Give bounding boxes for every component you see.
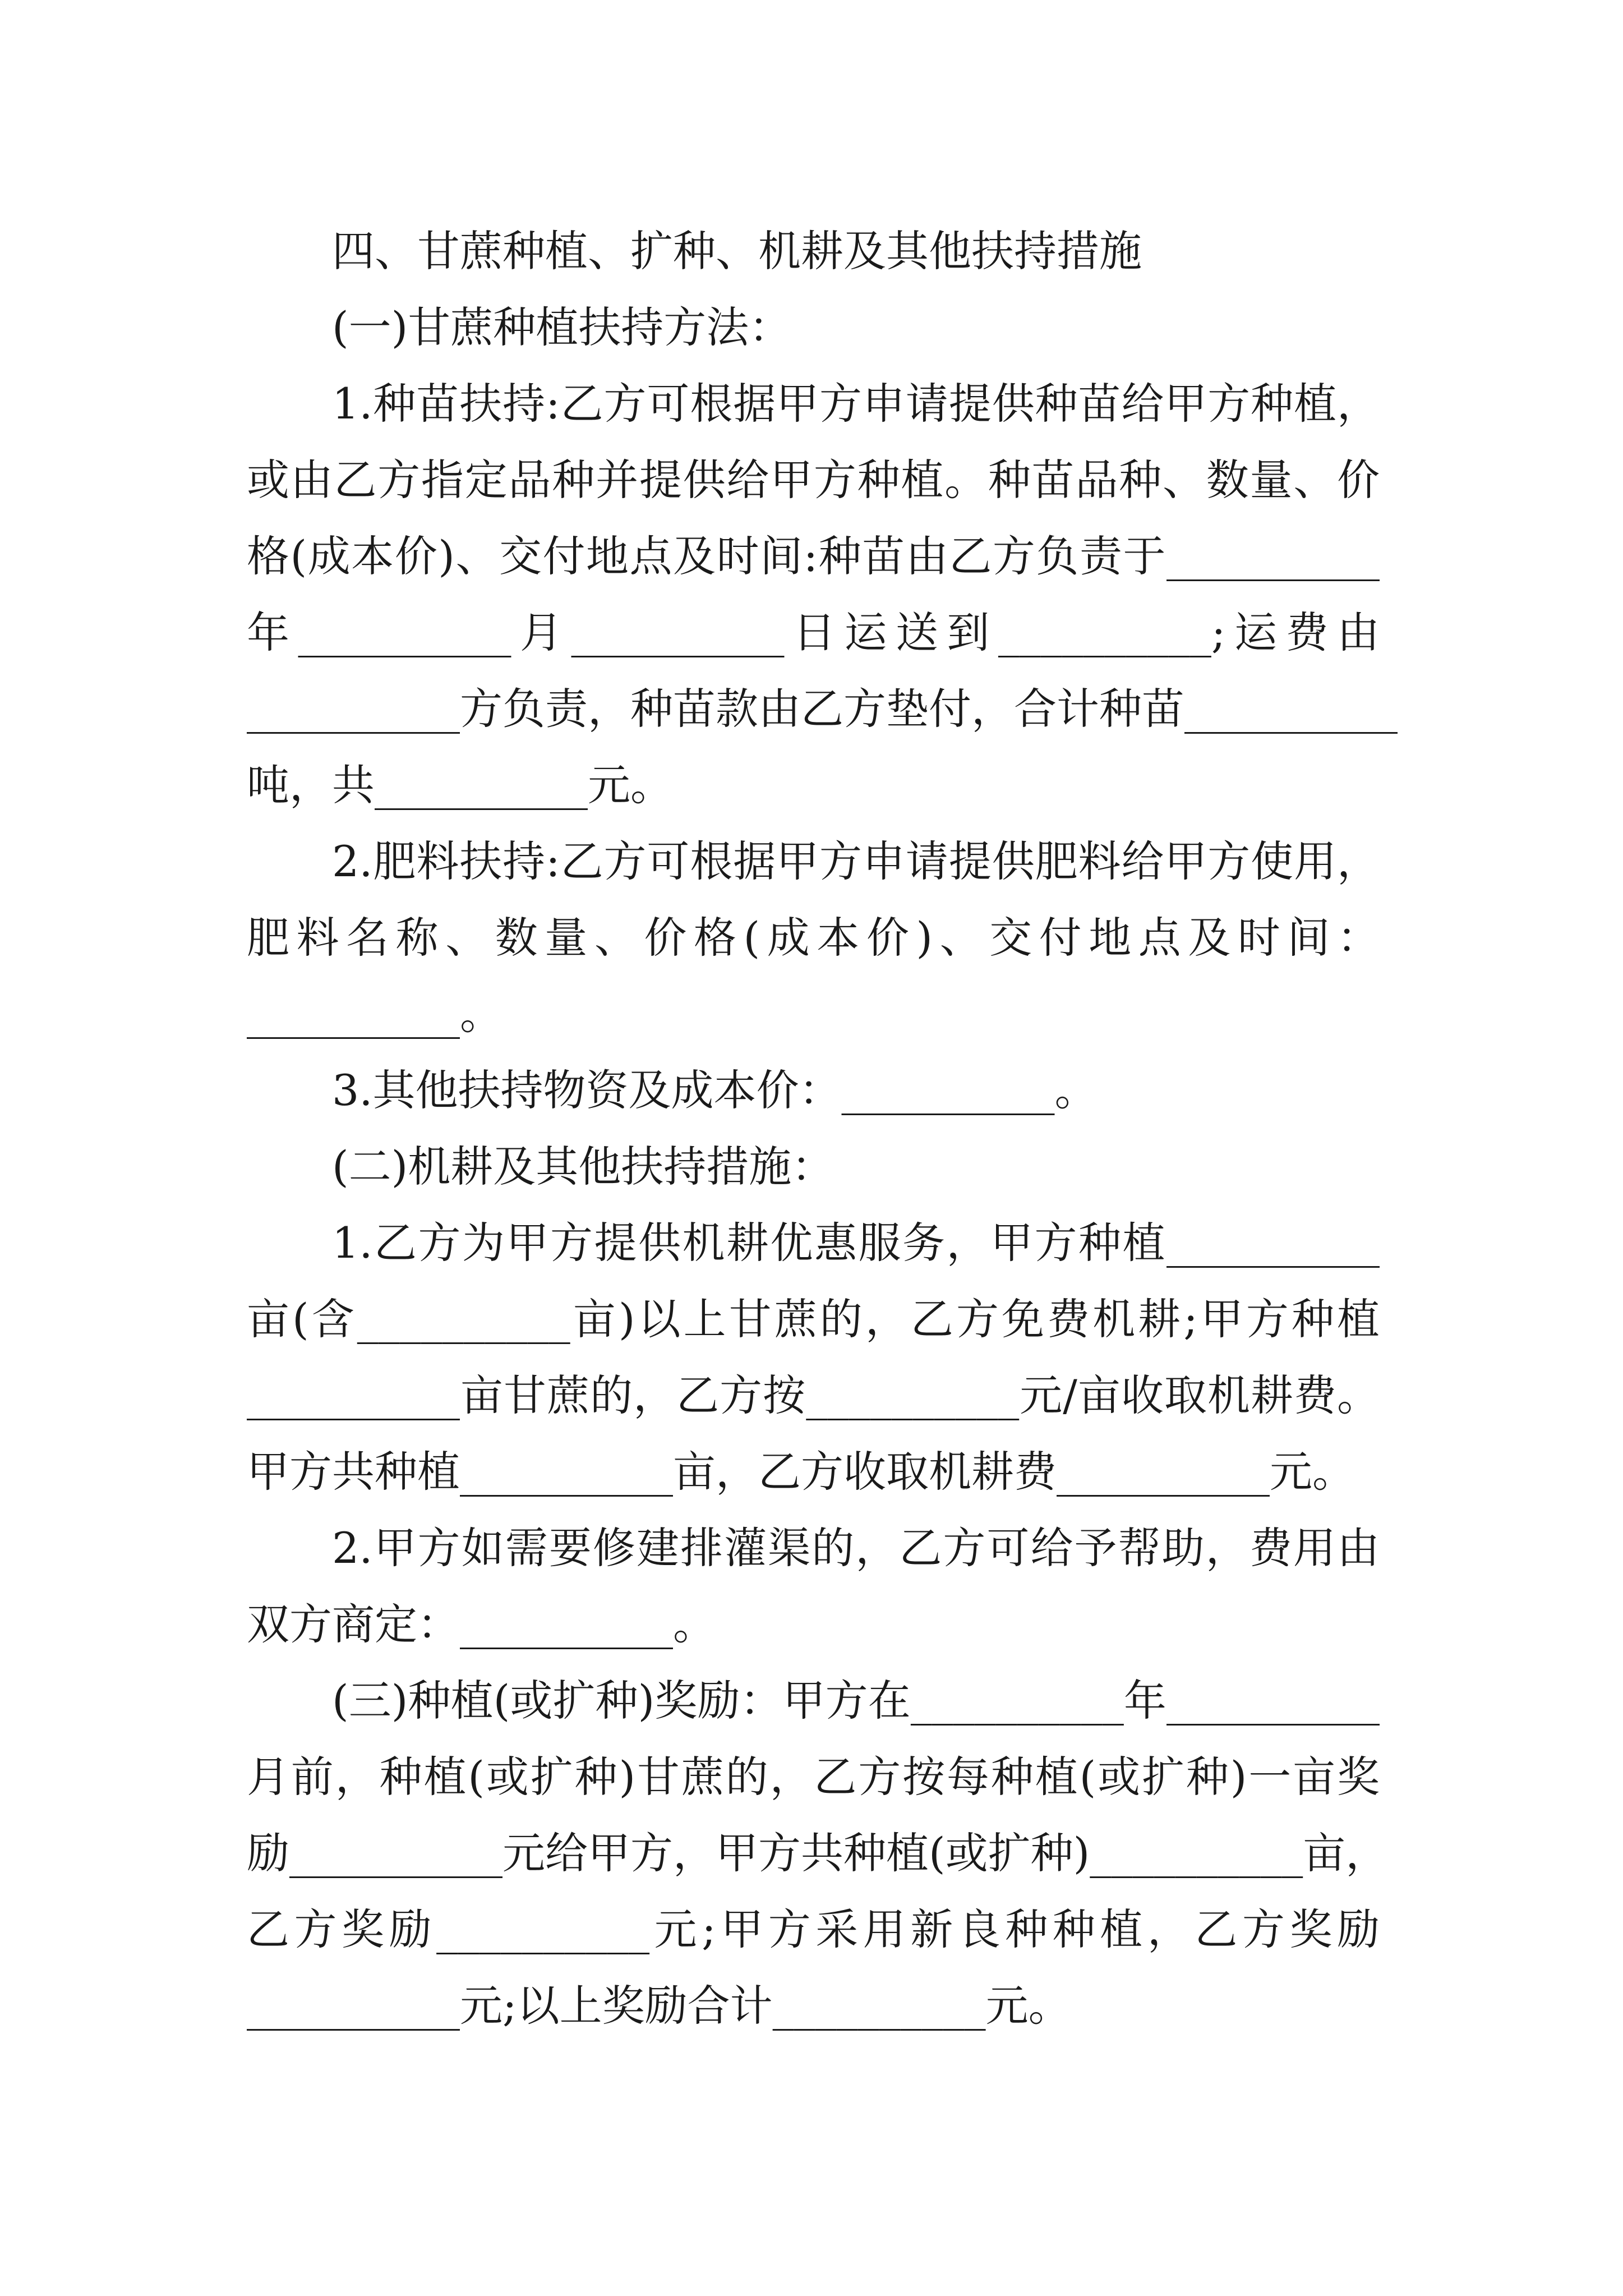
paragraph-line: 双方商定：__________。 [247,1599,716,1649]
paragraph-line: __________亩甘蔗的，乙方按__________元/亩收取机耕费。 [247,1370,1380,1420]
paragraph-line: (三)种植(或扩种)奖励：甲方在__________年__________ [332,1676,1380,1726]
paragraph-line: 肥料名称、数量、价格(成本价)、交付地点及时间： [247,913,1380,963]
paragraph-line: 月前，种植(或扩种)甘蔗的，乙方按每种植(或扩种)一亩奖 [247,1752,1380,1802]
section-heading: 四、甘蔗种植、扩种、机耕及其他扶持措施 [332,226,1142,276]
paragraph-line: 吨，共__________元。 [247,760,673,810]
paragraph-line: 2.甲方如需要修建排灌渠的，乙方可给予帮助，费用由 [332,1523,1380,1573]
paragraph-line: 甲方共种植__________亩，乙方收取机耕费__________元。 [247,1447,1355,1497]
paragraph-line: 1.乙方为甲方提供机耕优惠服务，甲方种植__________ [332,1218,1380,1268]
paragraph-line: 3.其他扶持物资及成本价：__________。 [332,1065,1098,1115]
document-body [247,213,1398,2044]
paragraph-line: 2.肥料扶持:乙方可根据甲方申请提供肥料给甲方使用， [332,836,1380,886]
subsection-heading: (一)甘蔗种植扶持方法： [332,302,792,352]
paragraph-line: __________方负责，种苗款由乙方垫付，合计种苗__________ [247,684,1398,734]
paragraph-line: 格(成本价)、交付地点及时间:种苗由乙方负责于__________ [247,531,1380,581]
paragraph-line: 乙方奖励__________元;甲方采用新良种种植，乙方奖励 [247,1904,1380,1954]
paragraph-line: __________元;以上奖励合计__________元。 [247,1981,1071,2031]
paragraph-line: 1.种苗扶持:乙方可根据甲方申请提供种苗给甲方种植， [332,379,1380,429]
paragraph-line: 亩(含__________亩)以上甘蔗的，乙方免费机耕;甲方种植 [247,1294,1380,1344]
paragraph-line: 年__________月__________日运送到__________;运费由 [247,608,1380,657]
paragraph-line: __________。 [247,989,502,1039]
subsection-heading: (二)机耕及其他扶持措施： [332,1142,834,1191]
paragraph-line: 励__________元给甲方，甲方共种植(或扩种)__________亩， [247,1828,1389,1878]
paragraph-line: 或由乙方指定品种并提供给甲方种植。种苗品种、数量、价 [247,455,1380,505]
